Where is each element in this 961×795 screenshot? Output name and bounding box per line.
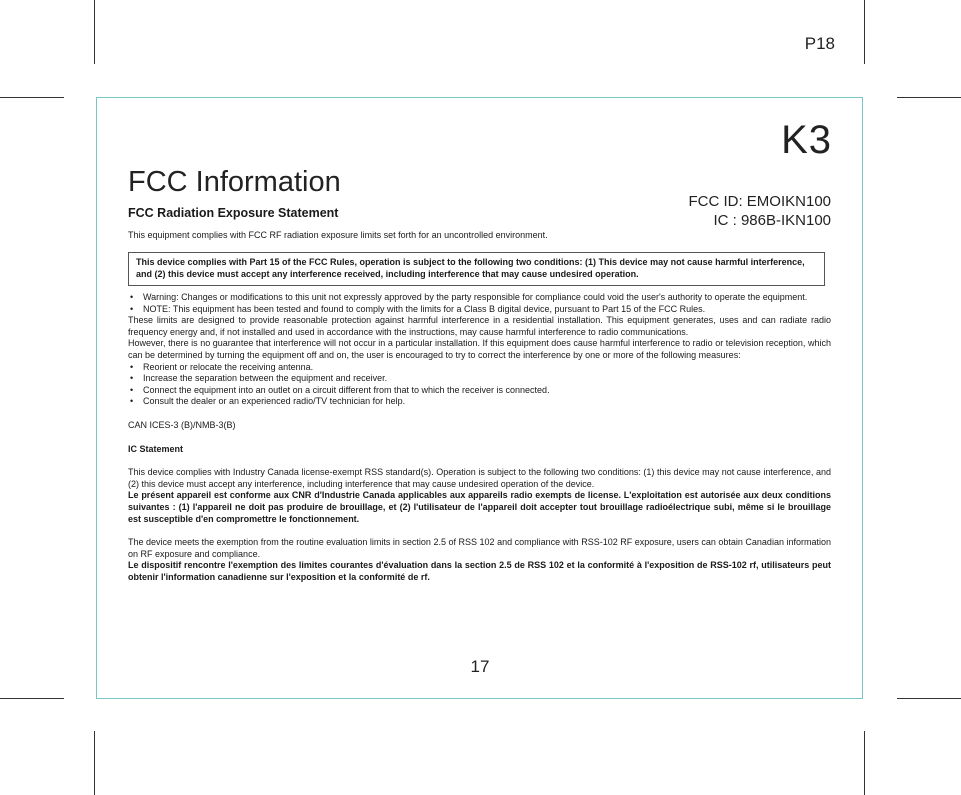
intro-text: This equipment complies with FCC RF radiation exposure limits set forth for an uncontrolled environment. xyxy=(128,230,548,240)
rf-exposure-fr: Le dispositif rencontre l'exemption des limites courantes d'évaluation dans la section 2.5 de RSS 102 et la conformité à l'exposition de RSS-102 rf, utilisateurs peut obtenir l'information canadienne sur l'exposition et la conformité de rf. xyxy=(128,560,831,582)
crop-mark-left-bottom xyxy=(0,698,64,699)
crop-mark-left-top xyxy=(0,97,64,98)
device-ids xyxy=(688,192,831,230)
rf-exposure-en: The device meets the exemption from the routine evaluation limits in section 2.5 of RSS 102 and compliance with RSS-102 RF exposure, users can obtain Canadian information on RF exposure and compliance. xyxy=(128,537,831,559)
ic-statement-en: This device complies with Industry Canada license-exempt RSS standard(s). Operation is subject to the following two conditions: (1) this device may not cause interference, and (2) this device must accept any interference, including interference that may cause undesired operation of the device. xyxy=(128,467,831,489)
paragraph-however: However, there is no guarantee that interference will not occur in a particular installation. If this equipment does cause harmful interference to radio or television reception, which can be determined by turning the equipment off and on, the user is encouraged to try to correct the interference by one or more of the following measures: xyxy=(128,338,831,360)
crop-mark-top-left xyxy=(94,0,95,64)
page-number: 17 xyxy=(470,657,490,676)
page-title: FCC Information xyxy=(128,166,341,198)
list-item: • NOTE: This equipment has been tested and found to comply with the limits for a Class B digital device, pursuant to Part 15 of the FCC Rules. xyxy=(128,304,831,316)
crop-mark-right-bottom xyxy=(897,698,961,699)
list-item: • Consult the dealer or an experienced radio/TV technician for help. xyxy=(128,396,831,408)
section-title: FCC Radiation Exposure Statement xyxy=(128,206,339,220)
crop-mark-bottom-left xyxy=(94,731,95,795)
spacer xyxy=(128,432,831,444)
print-page-label: P18 xyxy=(804,34,835,53)
spacer xyxy=(128,525,831,537)
list-item: • Increase the separation between the equipment and receiver. xyxy=(128,373,831,385)
crop-mark-bottom-right xyxy=(864,731,865,795)
ic-statement-fr: Le présent appareil est conforme aux CNR d'Industrie Canada applicables aux appareils radio exempts de license. L'exploitation est autorisée aux deux conditions suivantes : (1) l'appareil ne doit pas produire de brouillage, et (2) l'utilisateur de l'appareil doit accepter tout brouillage radioélectrique subi, même si le brouillage est susceptible d'en compromettre le fonctionnement. xyxy=(128,490,831,524)
can-ices-label: CAN ICES-3 (B)/NMB-3(B) xyxy=(128,419,236,430)
fcc-notice-box: This device complies with Part 15 of the FCC Rules, operation is subject to the following two conditions: (1) This device may not cause harmful interference, and (2) this device must accept any interference received, including interference that may cause undesired operation. xyxy=(128,252,825,286)
fcc-id: FCC ID: EMOIKN100 xyxy=(688,193,831,210)
list-item: • Warning: Changes or modifications to this unit not expressly approved by the party responsible for compliance could void the user's authority to operate the equipment. xyxy=(128,292,831,304)
list-item: • Reorient or relocate the receiving antenna. xyxy=(128,362,831,374)
spacer xyxy=(128,455,831,467)
paragraph-limits: These limits are designed to provide reasonable protection against harmful interference in a residential installation. This equipment generates, uses and can radiate radio frequency energy and, if not installed and used in accordance with the instructions, may cause harmful interference to radio communications. xyxy=(128,315,831,337)
body-content xyxy=(128,292,831,583)
ic-id: IC : 986B-IKN100 xyxy=(713,212,831,229)
ic-statement-title: IC Statement xyxy=(128,443,184,454)
list-item: • Connect the equipment into an outlet on a circuit different from that to which the receiver is connected. xyxy=(128,385,831,397)
spacer xyxy=(128,408,831,420)
model-code: K3 xyxy=(781,118,832,162)
crop-mark-top-right xyxy=(864,0,865,64)
crop-mark-right-top xyxy=(897,97,961,98)
